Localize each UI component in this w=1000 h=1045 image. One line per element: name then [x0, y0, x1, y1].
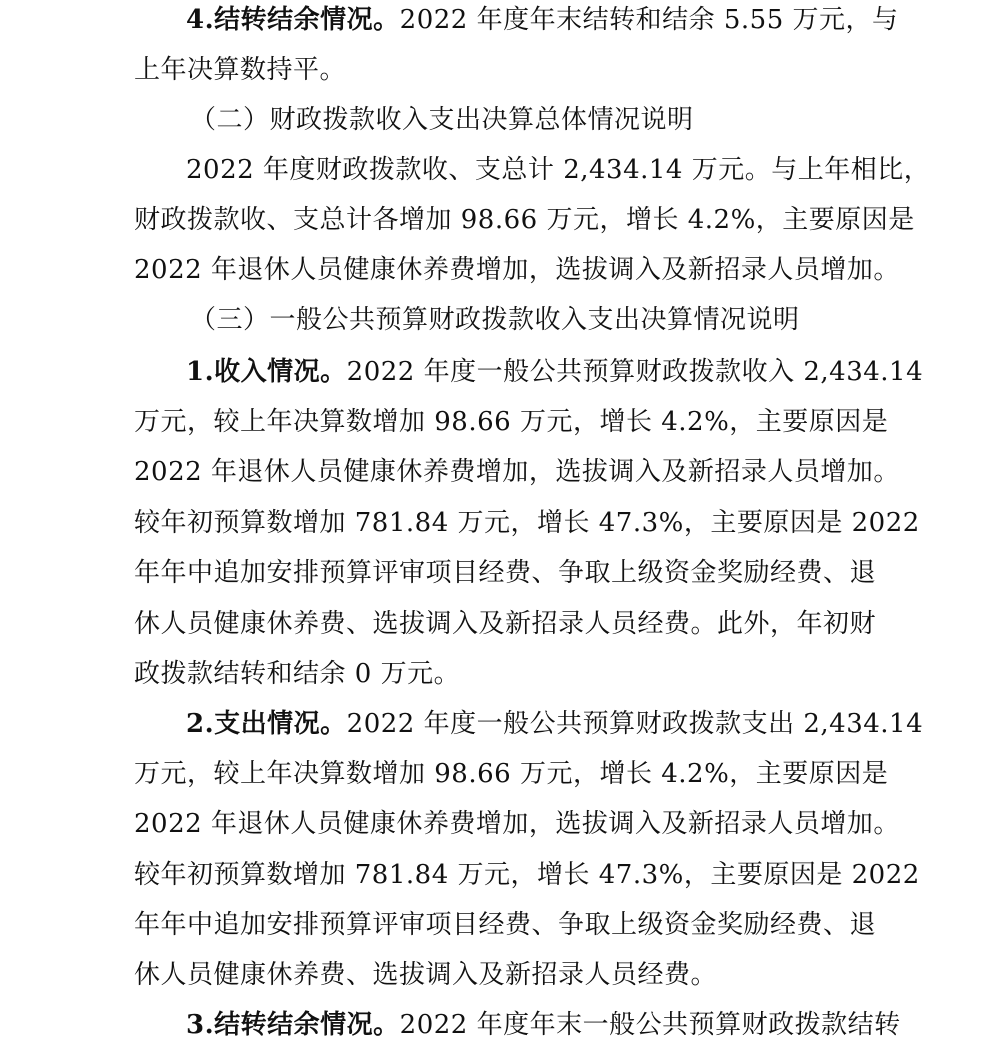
line-text: 2022 年度年末结转和结余 5.55 万元，与 — [399, 5, 899, 35]
heading-text: （三）一般公共预算财政拨款收入支出决算情况说明 — [190, 305, 800, 335]
text-line — [134, 553, 876, 593]
text-line — [186, 0, 899, 40]
paragraph-lead: 1.收入情况。 — [186, 357, 347, 387]
heading-text: （二）财政拨款收入支出决算总体情况说明 — [190, 105, 694, 135]
text-line — [134, 905, 876, 945]
text-line — [186, 1005, 901, 1045]
line-text: 较年初预算数增加 781.84 万元，增长 47.3%，主要原因是 2022 — [134, 508, 920, 538]
text-line — [186, 150, 930, 190]
text-line — [134, 250, 900, 290]
line-text: 2022 年度一般公共预算财政拨款支出 2,434.14 — [346, 709, 924, 739]
text-line — [134, 604, 876, 644]
section-heading — [190, 300, 800, 340]
line-text: 休人员健康休养费、选拔调入及新招录人员经费。此外，年初财 — [134, 609, 877, 639]
section-heading — [190, 100, 694, 140]
text-line — [186, 352, 923, 392]
paragraph-lead: 3.结转结余情况。 — [186, 1010, 400, 1040]
line-text: 万元，较上年决算数增加 98.66 万元，增长 4.2%，主要原因是 — [134, 407, 889, 437]
text-line — [134, 855, 920, 895]
text-line — [134, 804, 900, 844]
line-text: 2022 年度年末一般公共预算财政拨款结转 — [399, 1010, 901, 1040]
paragraph-lead: 2.支出情况。 — [186, 709, 347, 739]
text-line — [134, 200, 915, 240]
line-text: 2022 年退休人员健康休养费增加，选拔调入及新招录人员增加。 — [134, 255, 900, 285]
line-text: 2022 年退休人员健康休养费增加，选拔调入及新招录人员增加。 — [134, 809, 900, 839]
line-text: 财政拨款收、支总计各增加 98.66 万元，增长 4.2%，主要原因是 — [134, 205, 915, 235]
text-line — [134, 452, 900, 492]
paragraph-lead: 4.结转结余情况。 — [186, 5, 400, 35]
line-text: 休人员健康休养费、选拔调入及新招录人员经费。 — [134, 960, 718, 990]
line-text: 年年中追加安排预算评审项目经费、争取上级资金奖励经费、退 — [134, 558, 877, 588]
line-text: 万元，较上年决算数增加 98.66 万元，增长 4.2%，主要原因是 — [134, 759, 889, 789]
line-text: 2022 年度财政拨款收、支总计 2,434.14 万元。与上年相比， — [186, 155, 931, 185]
text-line — [134, 402, 888, 442]
text-line — [134, 503, 920, 543]
line-text: 2022 年退休人员健康休养费增加，选拔调入及新招录人员增加。 — [134, 457, 900, 487]
text-line — [186, 704, 923, 744]
line-text: 年年中追加安排预算评审项目经费、争取上级资金奖励经费、退 — [134, 910, 877, 940]
line-text: 上年决算数持平。 — [134, 55, 347, 85]
text-line — [134, 654, 460, 694]
line-text: 较年初预算数增加 781.84 万元，增长 47.3%，主要原因是 2022 — [134, 860, 920, 890]
text-line — [134, 754, 888, 794]
text-line — [134, 955, 717, 995]
line-text: 政拨款结转和结余 0 万元。 — [134, 659, 461, 689]
line-text: 2022 年度一般公共预算财政拨款收入 2,434.14 — [346, 357, 924, 387]
text-line — [134, 50, 346, 90]
